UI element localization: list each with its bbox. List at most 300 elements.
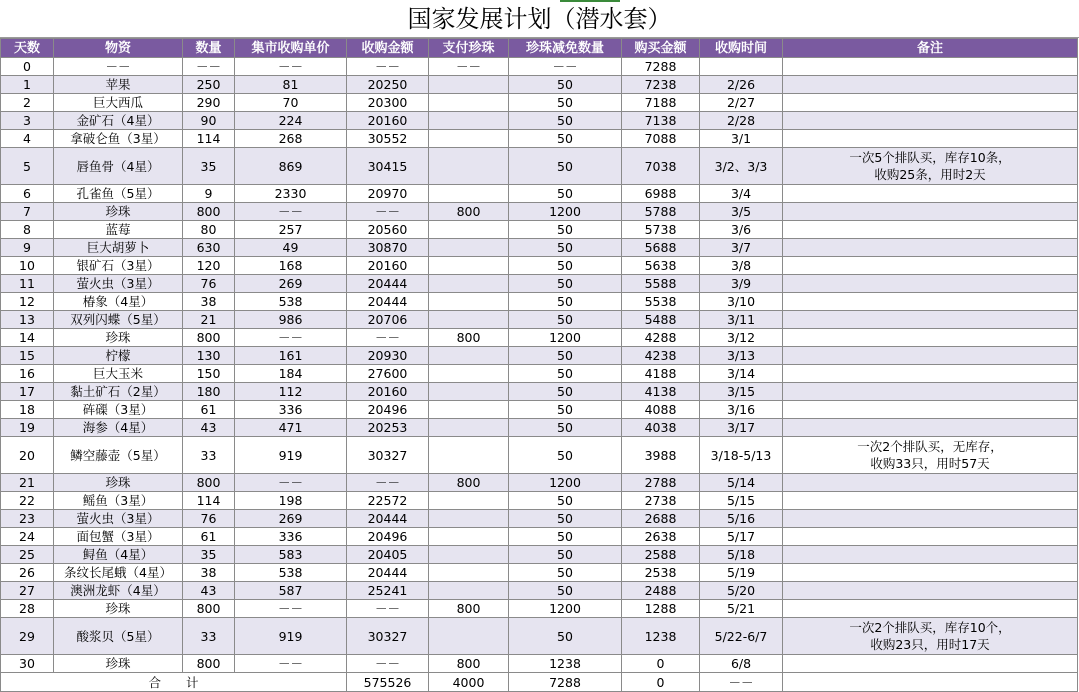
cell-day: 3 xyxy=(1,112,54,130)
cell-day: 27 xyxy=(1,582,54,600)
cell-purchase-amount: 20160 xyxy=(347,112,429,130)
cell-unit-price: －－ xyxy=(235,655,347,673)
cell-note xyxy=(783,185,1078,203)
cell-day: 19 xyxy=(1,419,54,437)
cell-pearl-reduction: 50 xyxy=(509,401,622,419)
cell-qty: 61 xyxy=(183,401,235,419)
cell-note xyxy=(783,564,1078,582)
cell-item: 珍珠 xyxy=(54,329,183,347)
cell-day: 20 xyxy=(1,437,54,474)
cell-purchase-amount: －－ xyxy=(347,600,429,618)
cell-pay-pearls xyxy=(429,582,509,600)
cell-selection-mark xyxy=(560,0,620,2)
table-row xyxy=(1,112,1078,130)
header-qty: 数量 xyxy=(183,39,235,58)
cell-buy-amount: 4188 xyxy=(622,365,700,383)
cell-unit-price: 268 xyxy=(235,130,347,148)
cell-item: 巨大玉米 xyxy=(54,365,183,383)
cell-pay-pearls xyxy=(429,419,509,437)
cell-qty: 61 xyxy=(183,528,235,546)
cell-buy-amount: 7038 xyxy=(622,148,700,185)
table-row xyxy=(1,94,1078,112)
header-pearl-reduction: 珍珠减免数量 xyxy=(509,39,622,58)
cell-pearl-reduction: 50 xyxy=(509,275,622,293)
table-row xyxy=(1,419,1078,437)
cell-unit-price: 2330 xyxy=(235,185,347,203)
cell-qty: 800 xyxy=(183,655,235,673)
cell-pearl-reduction: 50 xyxy=(509,365,622,383)
cell-qty: 114 xyxy=(183,130,235,148)
cell-unit-price: 336 xyxy=(235,528,347,546)
table-row xyxy=(1,582,1078,600)
table-row xyxy=(1,510,1078,528)
cell-purchase-time: 3/1 xyxy=(700,130,783,148)
cell-pearl-reduction: －－ xyxy=(509,58,622,76)
cell-qty: 800 xyxy=(183,203,235,221)
cell-buy-amount: 4238 xyxy=(622,347,700,365)
cell-purchase-amount: 20930 xyxy=(347,347,429,365)
cell-unit-price: 257 xyxy=(235,221,347,239)
cell-purchase-time: 3/5 xyxy=(700,203,783,221)
cell-purchase-time: 3/15 xyxy=(700,383,783,401)
cell-pay-pearls: 800 xyxy=(429,655,509,673)
header-note: 备注 xyxy=(783,39,1078,58)
header-unit-price: 集市收购单价 xyxy=(235,39,347,58)
cell-pearl-reduction: 1200 xyxy=(509,329,622,347)
table-row xyxy=(1,58,1078,76)
cell-purchase-amount: 22572 xyxy=(347,492,429,510)
cell-purchase-time: 2/27 xyxy=(700,94,783,112)
cell-pay-pearls xyxy=(429,112,509,130)
cell-pay-pearls xyxy=(429,347,509,365)
cell-item: 海参（4星） xyxy=(54,419,183,437)
cell-unit-price: －－ xyxy=(235,600,347,618)
cell-pearl-reduction: 50 xyxy=(509,221,622,239)
cell-purchase-time: 3/2、3/3 xyxy=(700,148,783,185)
cell-item: 珍珠 xyxy=(54,203,183,221)
cell-unit-price: 471 xyxy=(235,419,347,437)
cell-note: 一次2个排队买，无库存， 收购33只，用时57天 xyxy=(783,437,1078,474)
cell-buy-amount: 2738 xyxy=(622,492,700,510)
cell-note xyxy=(783,293,1078,311)
cell-unit-price: －－ xyxy=(235,329,347,347)
cell-day: 14 xyxy=(1,329,54,347)
cell-buy-amount: 2538 xyxy=(622,564,700,582)
cell-purchase-time: 3/4 xyxy=(700,185,783,203)
table-row xyxy=(1,437,1078,474)
total-purchase: 0 xyxy=(622,673,700,692)
total-pearls: 4000 xyxy=(429,673,509,692)
cell-purchase-time: 2/26 xyxy=(700,76,783,94)
cell-purchase-amount: 20160 xyxy=(347,383,429,401)
cell-purchase-time: 5/16 xyxy=(700,510,783,528)
cell-item: 鳐鱼（3星） xyxy=(54,492,183,510)
cell-purchase-amount: 20444 xyxy=(347,564,429,582)
cell-pearl-reduction: 50 xyxy=(509,239,622,257)
cell-pay-pearls: 800 xyxy=(429,329,509,347)
cell-qty: 800 xyxy=(183,600,235,618)
cell-purchase-time: 6/8 xyxy=(700,655,783,673)
table-row xyxy=(1,203,1078,221)
table-row xyxy=(1,474,1078,492)
cell-qty: 90 xyxy=(183,112,235,130)
cell-note xyxy=(783,528,1078,546)
cell-qty: 38 xyxy=(183,293,235,311)
cell-pay-pearls: 800 xyxy=(429,474,509,492)
total-row xyxy=(1,673,1078,692)
cell-pearl-reduction: 50 xyxy=(509,257,622,275)
table-row xyxy=(1,257,1078,275)
cell-item: 澳洲龙虾（4星） xyxy=(54,582,183,600)
cell-purchase-time: 3/12 xyxy=(700,329,783,347)
cell-buy-amount: 4038 xyxy=(622,419,700,437)
cell-pay-pearls xyxy=(429,275,509,293)
cell-day: 4 xyxy=(1,130,54,148)
cell-purchase-time: 5/14 xyxy=(700,474,783,492)
header-row xyxy=(1,39,1078,58)
cell-unit-price: 112 xyxy=(235,383,347,401)
cell-buy-amount: 7288 xyxy=(622,58,700,76)
cell-item: 面包蟹（3星） xyxy=(54,528,183,546)
table-row xyxy=(1,130,1078,148)
cell-qty: 800 xyxy=(183,329,235,347)
cell-qty: 33 xyxy=(183,437,235,474)
cell-buy-amount: 6988 xyxy=(622,185,700,203)
cell-purchase-amount: 30552 xyxy=(347,130,429,148)
cell-pearl-reduction: 1200 xyxy=(509,474,622,492)
cell-unit-price: 168 xyxy=(235,257,347,275)
cell-unit-price: －－ xyxy=(235,474,347,492)
cell-qty: 43 xyxy=(183,582,235,600)
cell-buy-amount: 5488 xyxy=(622,311,700,329)
cell-unit-price: 919 xyxy=(235,618,347,655)
cell-purchase-amount: 27600 xyxy=(347,365,429,383)
cell-note xyxy=(783,365,1078,383)
table-row xyxy=(1,311,1078,329)
cell-note xyxy=(783,347,1078,365)
cell-note xyxy=(783,130,1078,148)
table-row xyxy=(1,600,1078,618)
cell-pearl-reduction: 1238 xyxy=(509,655,622,673)
cell-unit-price: 538 xyxy=(235,293,347,311)
cell-day: 29 xyxy=(1,618,54,655)
cell-purchase-amount: 20444 xyxy=(347,510,429,528)
cell-unit-price: 70 xyxy=(235,94,347,112)
cell-item: 椿象（4星） xyxy=(54,293,183,311)
cell-pearl-reduction: 50 xyxy=(509,546,622,564)
cell-day: 17 xyxy=(1,383,54,401)
table-row xyxy=(1,329,1078,347)
cell-qty: 290 xyxy=(183,94,235,112)
cell-pay-pearls xyxy=(429,383,509,401)
cell-item: 珍珠 xyxy=(54,655,183,673)
cell-buy-amount: 3988 xyxy=(622,437,700,474)
cell-unit-price: 869 xyxy=(235,148,347,185)
cell-purchase-time: 5/19 xyxy=(700,564,783,582)
cell-item: 砗磲（3星） xyxy=(54,401,183,419)
cell-purchase-time: 5/18 xyxy=(700,546,783,564)
cell-purchase-amount: －－ xyxy=(347,329,429,347)
cell-day: 13 xyxy=(1,311,54,329)
cell-purchase-time: 3/14 xyxy=(700,365,783,383)
cell-item: 银矿石（3星） xyxy=(54,257,183,275)
table-row xyxy=(1,401,1078,419)
cell-item: 柠檬 xyxy=(54,347,183,365)
cell-buy-amount: 7138 xyxy=(622,112,700,130)
cell-pay-pearls xyxy=(429,94,509,112)
cell-note: 一次2个排队买，库存10个， 收购23只，用时17天 xyxy=(783,618,1078,655)
cell-qty: 9 xyxy=(183,185,235,203)
cell-pearl-reduction: 50 xyxy=(509,130,622,148)
cell-day: 7 xyxy=(1,203,54,221)
total-note xyxy=(783,673,1078,692)
cell-unit-price: 986 xyxy=(235,311,347,329)
cell-item: 孔雀鱼（5星） xyxy=(54,185,183,203)
table-row xyxy=(1,546,1078,564)
cell-buy-amount: 1238 xyxy=(622,618,700,655)
cell-item: 珍珠 xyxy=(54,474,183,492)
cell-pearl-reduction: 50 xyxy=(509,528,622,546)
cell-pay-pearls xyxy=(429,239,509,257)
cell-purchase-amount: 20253 xyxy=(347,419,429,437)
cell-pay-pearls xyxy=(429,618,509,655)
cell-note xyxy=(783,546,1078,564)
cell-pay-pearls: －－ xyxy=(429,58,509,76)
cell-buy-amount: 5638 xyxy=(622,257,700,275)
cell-pay-pearls xyxy=(429,510,509,528)
cell-purchase-time: 3/7 xyxy=(700,239,783,257)
cell-pay-pearls xyxy=(429,564,509,582)
cell-day: 5 xyxy=(1,148,54,185)
table-row xyxy=(1,293,1078,311)
table-row xyxy=(1,655,1078,673)
cell-pearl-reduction: 50 xyxy=(509,492,622,510)
cell-note xyxy=(783,76,1078,94)
cell-day: 25 xyxy=(1,546,54,564)
total-amount: 575526 xyxy=(347,673,429,692)
cell-note xyxy=(783,239,1078,257)
cell-unit-price: 269 xyxy=(235,275,347,293)
cell-note xyxy=(783,329,1078,347)
cell-day: 12 xyxy=(1,293,54,311)
cell-purchase-amount: 20496 xyxy=(347,401,429,419)
cell-purchase-time: 5/21 xyxy=(700,600,783,618)
cell-unit-price: 587 xyxy=(235,582,347,600)
table-row xyxy=(1,347,1078,365)
cell-purchase-amount: 30327 xyxy=(347,618,429,655)
cell-purchase-time: 3/6 xyxy=(700,221,783,239)
cell-note xyxy=(783,58,1078,76)
cell-purchase-amount: 20250 xyxy=(347,76,429,94)
cell-qty: 114 xyxy=(183,492,235,510)
cell-unit-price: 224 xyxy=(235,112,347,130)
cell-qty: 33 xyxy=(183,618,235,655)
table-row xyxy=(1,365,1078,383)
cell-day: 22 xyxy=(1,492,54,510)
cell-item: 拿破仑鱼（3星） xyxy=(54,130,183,148)
cell-item: －－ xyxy=(54,58,183,76)
cell-day: 2 xyxy=(1,94,54,112)
cell-day: 23 xyxy=(1,510,54,528)
cell-note xyxy=(783,419,1078,437)
cell-pearl-reduction: 50 xyxy=(509,148,622,185)
cell-item: 条纹长尾蛾（4星） xyxy=(54,564,183,582)
cell-item: 蓝莓 xyxy=(54,221,183,239)
cell-pay-pearls xyxy=(429,528,509,546)
cell-qty: 43 xyxy=(183,419,235,437)
cell-purchase-amount: 20300 xyxy=(347,94,429,112)
cell-purchase-amount: 30415 xyxy=(347,148,429,185)
cell-pay-pearls: 800 xyxy=(429,203,509,221)
cell-pay-pearls xyxy=(429,76,509,94)
cell-day: 16 xyxy=(1,365,54,383)
cell-item: 黏土矿石（2星） xyxy=(54,383,183,401)
cell-buy-amount: 2488 xyxy=(622,582,700,600)
cell-purchase-amount: 20970 xyxy=(347,185,429,203)
header-pay-pearls: 支付珍珠 xyxy=(429,39,509,58)
header-purchase-time: 收购时间 xyxy=(700,39,783,58)
cell-note: 一次5个排队买，库存10条， 收购25条，用时2天 xyxy=(783,148,1078,185)
cell-purchase-amount: 20706 xyxy=(347,311,429,329)
cell-pay-pearls xyxy=(429,257,509,275)
cell-note xyxy=(783,311,1078,329)
cell-pay-pearls xyxy=(429,546,509,564)
cell-buy-amount: 4088 xyxy=(622,401,700,419)
cell-day: 15 xyxy=(1,347,54,365)
cell-item: 苹果 xyxy=(54,76,183,94)
cell-buy-amount: 1288 xyxy=(622,600,700,618)
cell-qty: 76 xyxy=(183,510,235,528)
cell-pay-pearls xyxy=(429,221,509,239)
cell-buy-amount: 7188 xyxy=(622,94,700,112)
cell-qty: 130 xyxy=(183,347,235,365)
cell-purchase-amount: 30327 xyxy=(347,437,429,474)
cell-buy-amount: 5538 xyxy=(622,293,700,311)
cell-qty: －－ xyxy=(183,58,235,76)
cell-note xyxy=(783,510,1078,528)
cell-day: 10 xyxy=(1,257,54,275)
cell-unit-price: 81 xyxy=(235,76,347,94)
cell-unit-price: 583 xyxy=(235,546,347,564)
header-day: 天数 xyxy=(1,39,54,58)
table-row xyxy=(1,275,1078,293)
cell-note xyxy=(783,582,1078,600)
cell-pearl-reduction: 50 xyxy=(509,564,622,582)
cell-pearl-reduction: 50 xyxy=(509,94,622,112)
cell-note xyxy=(783,112,1078,130)
cell-buy-amount: 5588 xyxy=(622,275,700,293)
cell-item: 酸浆贝（5星） xyxy=(54,618,183,655)
cell-pearl-reduction: 50 xyxy=(509,437,622,474)
cell-unit-price: 538 xyxy=(235,564,347,582)
cell-purchase-time: 5/20 xyxy=(700,582,783,600)
cell-purchase-amount: 20496 xyxy=(347,528,429,546)
cell-pay-pearls xyxy=(429,492,509,510)
cell-pearl-reduction: 50 xyxy=(509,112,622,130)
cell-note xyxy=(783,655,1078,673)
cell-buy-amount: 2788 xyxy=(622,474,700,492)
table-row xyxy=(1,528,1078,546)
cell-purchase-amount: －－ xyxy=(347,474,429,492)
cell-purchase-time: 3/8 xyxy=(700,257,783,275)
cell-purchase-time: 5/17 xyxy=(700,528,783,546)
cell-pearl-reduction: 50 xyxy=(509,76,622,94)
cell-day: 28 xyxy=(1,600,54,618)
cell-qty: 630 xyxy=(183,239,235,257)
cell-day: 1 xyxy=(1,76,54,94)
cell-purchase-time: 3/11 xyxy=(700,311,783,329)
cell-purchase-time: 3/10 xyxy=(700,293,783,311)
cell-pearl-reduction: 50 xyxy=(509,383,622,401)
cell-item: 双列闪蝶（5星） xyxy=(54,311,183,329)
cell-item: 鲟鱼（4星） xyxy=(54,546,183,564)
cell-pay-pearls xyxy=(429,185,509,203)
total-time: －－ xyxy=(700,673,783,692)
cell-pay-pearls xyxy=(429,148,509,185)
cell-day: 18 xyxy=(1,401,54,419)
cell-pay-pearls: 800 xyxy=(429,600,509,618)
cell-purchase-amount: －－ xyxy=(347,58,429,76)
cell-purchase-amount: 20160 xyxy=(347,257,429,275)
cell-buy-amount: 4288 xyxy=(622,329,700,347)
table-row xyxy=(1,492,1078,510)
cell-pearl-reduction: 50 xyxy=(509,618,622,655)
cell-buy-amount: 5788 xyxy=(622,203,700,221)
header-buy-amount: 购买金额 xyxy=(622,39,700,58)
cell-qty: 80 xyxy=(183,221,235,239)
cell-note xyxy=(783,257,1078,275)
cell-note xyxy=(783,600,1078,618)
table-row xyxy=(1,185,1078,203)
cell-purchase-amount: －－ xyxy=(347,203,429,221)
cell-pearl-reduction: 50 xyxy=(509,510,622,528)
cell-unit-price: 49 xyxy=(235,239,347,257)
table-row xyxy=(1,383,1078,401)
cell-day: 6 xyxy=(1,185,54,203)
cell-qty: 120 xyxy=(183,257,235,275)
cell-day: 8 xyxy=(1,221,54,239)
cell-unit-price: 919 xyxy=(235,437,347,474)
cell-purchase-time: 3/13 xyxy=(700,347,783,365)
cell-buy-amount: 2588 xyxy=(622,546,700,564)
cell-item: 鳞空藤壶（5星） xyxy=(54,437,183,474)
cell-unit-price: 198 xyxy=(235,492,347,510)
cell-purchase-time: 5/15 xyxy=(700,492,783,510)
cell-purchase-time xyxy=(700,58,783,76)
cell-qty: 250 xyxy=(183,76,235,94)
cell-pearl-reduction: 1200 xyxy=(509,203,622,221)
cell-unit-price: 336 xyxy=(235,401,347,419)
cell-unit-price: 269 xyxy=(235,510,347,528)
cell-pay-pearls xyxy=(429,311,509,329)
cell-buy-amount: 4138 xyxy=(622,383,700,401)
plan-table xyxy=(0,38,1078,692)
cell-pearl-reduction: 50 xyxy=(509,185,622,203)
cell-pearl-reduction: 50 xyxy=(509,293,622,311)
cell-buy-amount: 7238 xyxy=(622,76,700,94)
cell-qty: 35 xyxy=(183,546,235,564)
cell-qty: 800 xyxy=(183,474,235,492)
cell-qty: 35 xyxy=(183,148,235,185)
cell-unit-price: 161 xyxy=(235,347,347,365)
cell-purchase-amount: 20444 xyxy=(347,275,429,293)
cell-item: 巨大胡萝卜 xyxy=(54,239,183,257)
total-reduction: 7288 xyxy=(509,673,622,692)
cell-item: 萤火虫（3星） xyxy=(54,510,183,528)
cell-pay-pearls xyxy=(429,401,509,419)
cell-purchase-amount: 20560 xyxy=(347,221,429,239)
cell-pearl-reduction: 50 xyxy=(509,582,622,600)
